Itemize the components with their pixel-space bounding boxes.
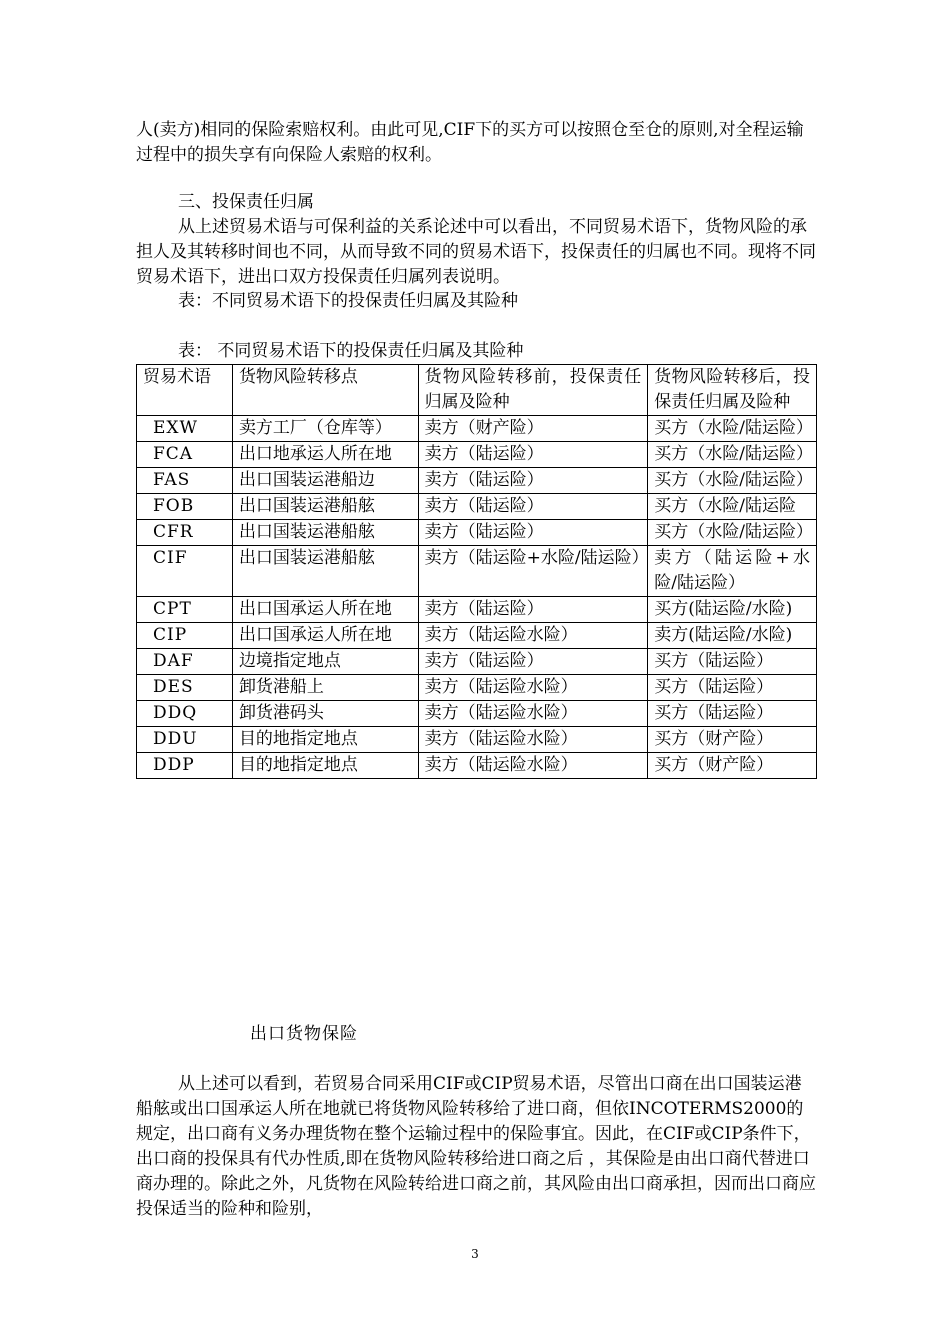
before-transfer-cell: 卖方（陆运险水险） [418, 727, 648, 753]
risk-transfer-point-cell: 边境指定地点 [232, 649, 418, 675]
table-row [137, 753, 817, 779]
risk-transfer-point-cell: 出口国承运人所在地 [232, 623, 418, 649]
risk-transfer-point-cell: 出口国承运人所在地 [232, 597, 418, 623]
after-transfer-cell: 卖方(陆运险/水险) [648, 623, 817, 649]
table-row [137, 701, 817, 727]
subheading-export-insurance: 出口货物保险 [250, 1024, 358, 1044]
risk-transfer-point-cell: 卸货港码头 [232, 701, 418, 727]
risk-transfer-point-cell: 卖方工厂（仓库等） [232, 416, 418, 442]
paragraph-export-insurance: 从上述可以看到，若贸易合同采用CIF或CIP贸易术语，尽管出口商在出口国装运港船舷或出口国承运人所在地就已将货物风险转移给了进口商，但依INCOTERMS2000的规定，出口商有义务办理货物在整个运输过程中的保险事宜。因此，在CIF或CIP条件下，出口商的投保具有代办性质,即在货物风险转移给进口商之后 ，其保险是由出口商代替进口商办理的。除此之外，凡货物在风险转给进口商之前，其风险由出口商承担，因而出口商应投保适当的险种和险别， [136, 1074, 816, 1219]
after-transfer-cell: 买方（陆运险） [648, 675, 817, 701]
after-transfer-cell: 卖方（陆运险+水险/陆运险） [648, 546, 817, 597]
after-transfer-cell: 买方（水险/陆运险） [648, 442, 817, 468]
risk-transfer-point-cell: 出口国装运港船边 [232, 468, 418, 494]
table-header-row [137, 365, 817, 416]
risk-transfer-point-cell: 出口国装运港船舷 [232, 546, 418, 597]
before-transfer-cell: 卖方（陆运险） [418, 494, 648, 520]
table-row [137, 727, 817, 753]
trade-term-cell: DES [137, 675, 233, 701]
after-transfer-cell: 买方（陆运险） [648, 701, 817, 727]
trade-term-cell: DDQ [137, 701, 233, 727]
trade-terms-table [136, 364, 817, 779]
before-transfer-cell: 卖方（陆运险水险） [418, 753, 648, 779]
before-transfer-cell: 卖方（陆运险水险） [418, 675, 648, 701]
table-row [137, 623, 817, 649]
after-transfer-cell: 买方（水险/陆运险 [648, 494, 817, 520]
before-transfer-cell: 卖方（陆运险水险） [418, 701, 648, 727]
after-transfer-cell: 买方（水险/陆运险） [648, 520, 817, 546]
before-transfer-cell: 卖方（陆运险） [418, 520, 648, 546]
after-transfer-cell: 买方（水险/陆运险） [648, 468, 817, 494]
before-transfer-cell: 卖方（陆运险） [418, 597, 648, 623]
trade-term-cell: FCA [137, 442, 233, 468]
table-row [137, 494, 817, 520]
table-row [137, 416, 817, 442]
trade-term-cell: EXW [137, 416, 233, 442]
section-heading: 三、投保责任归属 [178, 192, 314, 212]
risk-transfer-point-cell: 出口国装运港船舷 [232, 520, 418, 546]
table-row [137, 597, 817, 623]
before-transfer-cell: 卖方（财产险） [418, 416, 648, 442]
before-transfer-cell: 卖方（陆运险） [418, 442, 648, 468]
trade-term-cell: DAF [137, 649, 233, 675]
table-row [137, 442, 817, 468]
table-caption: 表： 不同贸易术语下的投保责任归属及其险种 [178, 341, 524, 361]
after-transfer-cell: 买方(陆运险/水险) [648, 597, 817, 623]
paragraph-cif-claim-rights: 人(卖方)相同的保险索赔权利。由此可见,CIF下的买方可以按照仓至仓的原则,对全程运输过程中的损失享有向保险人索赔的权利。 [136, 120, 804, 165]
trade-term-cell: CIF [137, 546, 233, 597]
risk-transfer-point-cell: 出口地承运人所在地 [232, 442, 418, 468]
table-row [137, 520, 817, 546]
header-trade-term: 贸易术语 [137, 365, 233, 416]
after-transfer-cell: 买方（财产险） [648, 727, 817, 753]
trade-term-cell: CIP [137, 623, 233, 649]
header-after-transfer: 货物风险转移后，投保责任归属及险种 [648, 365, 817, 416]
paragraph-insurance-responsibility: 从上述贸易术语与可保利益的关系论述中可以看出，不同贸易术语下，货物风险的承担人及其转移时间也不同，从而导致不同的贸易术语下，投保责任的归属也不同。现将不同贸易术语下，进出口双方投保责任归属列表说明。 [136, 217, 816, 287]
after-transfer-cell: 买方（水险/陆运险） [648, 416, 817, 442]
trade-term-cell: FAS [137, 468, 233, 494]
trade-term-cell: FOB [137, 494, 233, 520]
before-transfer-cell: 卖方（陆运险水险） [418, 623, 648, 649]
before-transfer-cell: 卖方（陆运险） [418, 468, 648, 494]
risk-transfer-point-cell: 目的地指定地点 [232, 753, 418, 779]
trade-term-cell: CPT [137, 597, 233, 623]
before-transfer-cell: 卖方（陆运险） [418, 649, 648, 675]
risk-transfer-point-cell: 卸货港船上 [232, 675, 418, 701]
table-row [137, 649, 817, 675]
header-risk-transfer-point: 货物风险转移点 [232, 365, 418, 416]
header-before-transfer: 货物风险转移前，投保责任归属及险种 [418, 365, 648, 416]
trade-term-cell: CFR [137, 520, 233, 546]
before-transfer-cell: 卖方（陆运险+水险/陆运险） [418, 546, 648, 597]
risk-transfer-point-cell: 出口国装运港船舷 [232, 494, 418, 520]
trade-term-cell: DDP [137, 753, 233, 779]
trade-terms-table-body [137, 365, 817, 779]
trade-term-cell: DDU [137, 727, 233, 753]
after-transfer-cell: 买方（财产险） [648, 753, 817, 779]
table-reference-note: 表：不同贸易术语下的投保责任归属及其险种 [178, 291, 518, 311]
page-number: 3 [471, 1247, 479, 1261]
table-row [137, 546, 817, 597]
after-transfer-cell: 买方（陆运险） [648, 649, 817, 675]
table-row [137, 468, 817, 494]
risk-transfer-point-cell: 目的地指定地点 [232, 727, 418, 753]
table-row [137, 675, 817, 701]
